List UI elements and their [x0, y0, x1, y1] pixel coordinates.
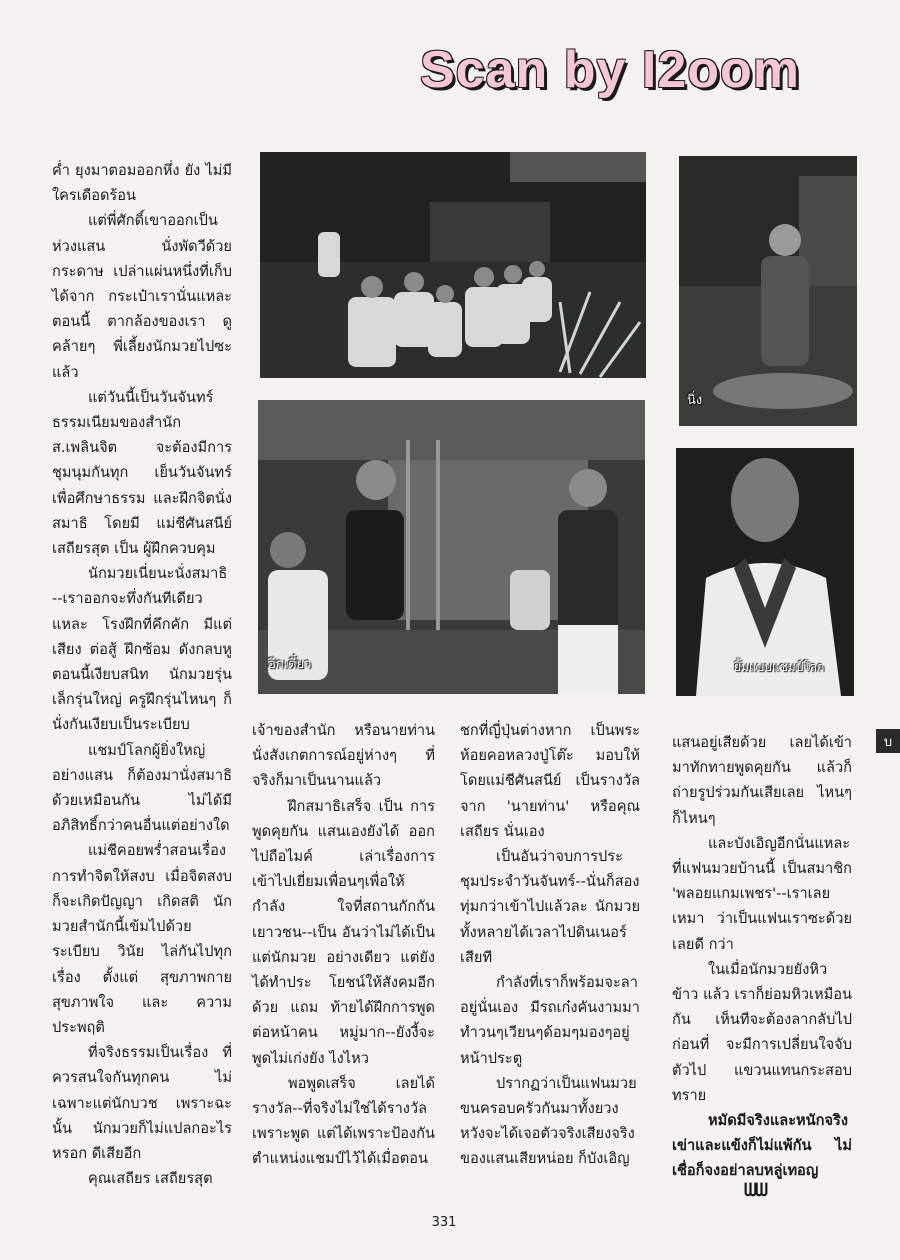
paragraph: ในเมื่อนักมวยยังหิวข้าว แล้ว เราก็ย่อมหิวเหมือนกัน เห็นทีจะต้องลากลับไป ก่อนที่ จะมีการเปลี่ยนใจจับตัวไป แขวนแทนกระสอบทราย — [672, 960, 852, 1104]
paragraph: ค่ำ ยุงมาตอมออกหึ่ง ยัง ไม่มีใครเดือดร้อน — [52, 162, 232, 205]
text-column-2 — [252, 718, 435, 1172]
caption-portrait: ยิ้มแบบแชมป์โลก — [734, 660, 825, 674]
paragraph: แม่ชีคอยพร่ำสอนเรื่อง การทำจิตให้สงบ เมื่อจิตสงบ ก็จะเกิดปัญญา เกิดสติ นัก มวยสำนักนี้เข้มไปด้วยระเบียบ วินัย ไล่กันไปทุกเรื่อง ตั้งแต่ สุขภาพกาย สุขภาพใจ และ ความประพฤติ — [52, 842, 232, 1036]
paragraph: เป็นอันว่าจบการประ ชุมประจำวันจันทร์--นั่นก็สอง ทุ่มกว่าเข้าไปแล้วละ นักมวย ทั้งหลายได้เวลาไปดินเนอร์ เสียที — [460, 848, 640, 966]
text-column-4 — [672, 730, 852, 1184]
page-number: 331 — [431, 1215, 457, 1230]
paragraph: แต่พี่ศักดิ์เขาออกเป็น ห่วงแสน นั่งพัดวีด้วยกระดาษ เปล่าแผ่นหนึ่งที่เก็บได้จาก กระเป๋าเรานั่นแหละ ตอนนี้ ตากล้องของเรา ดูคล้ายๆ พี่เลี้ยงนักมวยไปซะแล้ว — [52, 212, 232, 381]
photo-boxer-meditating — [679, 156, 857, 426]
photo-champion-portrait — [676, 448, 854, 696]
paragraph: เจ้าของสำนัก หรือนายท่าน นั่งสังเกตการณ์อยู่ห่างๆ ที่ จริงก็มาเป็นนานแล้ว — [252, 722, 435, 790]
photo-boxers-training — [258, 400, 645, 694]
group-meditation-scene — [260, 152, 646, 378]
caption-sparring: อีกเดี๋ยว — [268, 657, 312, 672]
paragraph: กำลังที่เราก็พร้อมจะลา อยู่นั่นเอง มีรถเก๋งคันงามมา ทำวนๆเวียนๆด้อมๆมองๆอยู่ หน้าประตู — [460, 974, 640, 1067]
paragraph: พอพูดเสร็จ เลยได้ รางวัล--ที่จริงไม่ใช่ได้รางวัล เพราะพูด แต่ได้เพราะป้องกัน ตำแหน่งแชมป์ไว้ได้เมื่อตอน — [252, 1074, 435, 1168]
paragraph: แสนอยู่เสียด้วย เลยได้เข้า มาทักทายพูดคุยกัน แล้วก็ ถ่ายรูปร่วมกันเสียเลย ไหนๆ ก็ไหนๆ — [672, 734, 852, 827]
boxer-meditating-scene — [679, 156, 857, 426]
paragraph: ฝึกสมาธิเสร็จ เป็น การพูดคุยกัน แสนเองยังได้ ออกไปถือไมค์ เล่าเรื่องการ เข้าไปเยี่ยมเพื่อนๆเพื่อให้กำลัง ใจที่สถานกักกันเยาวชน--เป็น อันว่าไม่ได้เป็นแต่นักมวย อย่างเดียว แต่ยังได้ทำประ โยชน์ให้สังคมอีกด้วย แถม ท้ายได้ฝึกการพูดต่อหน้าคน หมู่มาก--ยังงี้จะพูดไม่เก่งยัง ไงไหว — [252, 797, 435, 1067]
paragraph: คุณเสถียร เสถียรสุต — [88, 1170, 213, 1188]
scan-watermark: Scan by I2oom — [420, 41, 800, 99]
end-mark: ᗯᗯ — [744, 1180, 766, 1201]
paragraph: แต่วันนี้เป็นวันจันทร์ ธรรมเนียมของสำนักส.เพลินจิต จะต้องมีการชุมนุมกันทุก เย็นวันจันทร์ เพื่อศึกษาธรรม และฝึกจิตนั่งสมาธิ โดยมี แม่ชีศันสนีย์ เสถียรสุต เป็น ผู้ฝึกควบคุม — [52, 388, 232, 558]
paragraph: นักมวยเนี่ยนะนั่งสมาธิ --เราออกจะทึ่งกันทีเดียวแหละ โรงฝึกที่คึกคัก มีแต่เสียง ต่อสู้ ฝึกซ้อม ดังกลบหู ตอนนี้เงียบสนิท นักมวยรุ่น เล็กรุ่นใหญ่ ครูฝึกรุ่นไหนๆ ก็นั่งกันเงียบเป็นระเบียบ — [52, 565, 232, 734]
caption-meditating: นิ่ง — [687, 393, 703, 408]
paragraph: แชมป์โลกผู้ยิ่งใหญ่ อย่างแสน ก็ต้องมานั่งสมาธิ ด้วยเหมือนกัน ไม่ได้มี อภิสิทธิ์กว่าคนอื่นแต่อย่างใด — [52, 741, 232, 835]
paragraph: ชกที่ญี่ปุ่นต่างหาก เป็นพระ ห้อยคอหลวงปู่โต๊ะ มอบให้ โดยแม่ชีศันสนีย์ เป็นรางวัล จาก 'นายท่าน' หรือคุณเสถียร นั่นเอง — [460, 722, 640, 840]
photo-group-meditation — [260, 152, 646, 378]
training-scene — [258, 400, 645, 694]
text-column-1 — [52, 158, 232, 1191]
paragraph: และบังเอิญอีกนั่นแหละ ที่แฟนมวยบ้านนี้ เป็นสมาชิก 'พลอยแกมเพชร'--เราเลยเหมา ว่าเป็นแฟนเราซะด้วยเลยดี กว่า — [672, 834, 852, 953]
text-column-3 — [460, 718, 640, 1172]
paragraph: ปรากฏว่าเป็นแฟนมวย ขนครอบครัวกันมาทั้งยวง หวังจะได้เจอตัวจริงเสียงจริง ของแสนเสียหน่อย ก็บังเอิญ — [460, 1074, 637, 1168]
paragraph: ที่จริงธรรมเป็นเรื่อง ที่ควรสนใจกันทุกคน ไม่ เฉพาะแต่นักบวช เพราะฉะ นั้น นักมวยก็ไม่แปลกอะไร หรอก ดีเสียอีก — [52, 1044, 232, 1162]
paragraph: หมัดมีจริงและหนักจริง เข่าและแข้งก็ไม่แพ้กัน ไม่ เชื่อก็จงอย่าลบหลู่เทอญ — [672, 1112, 852, 1180]
section-tab: บ — [876, 729, 900, 753]
